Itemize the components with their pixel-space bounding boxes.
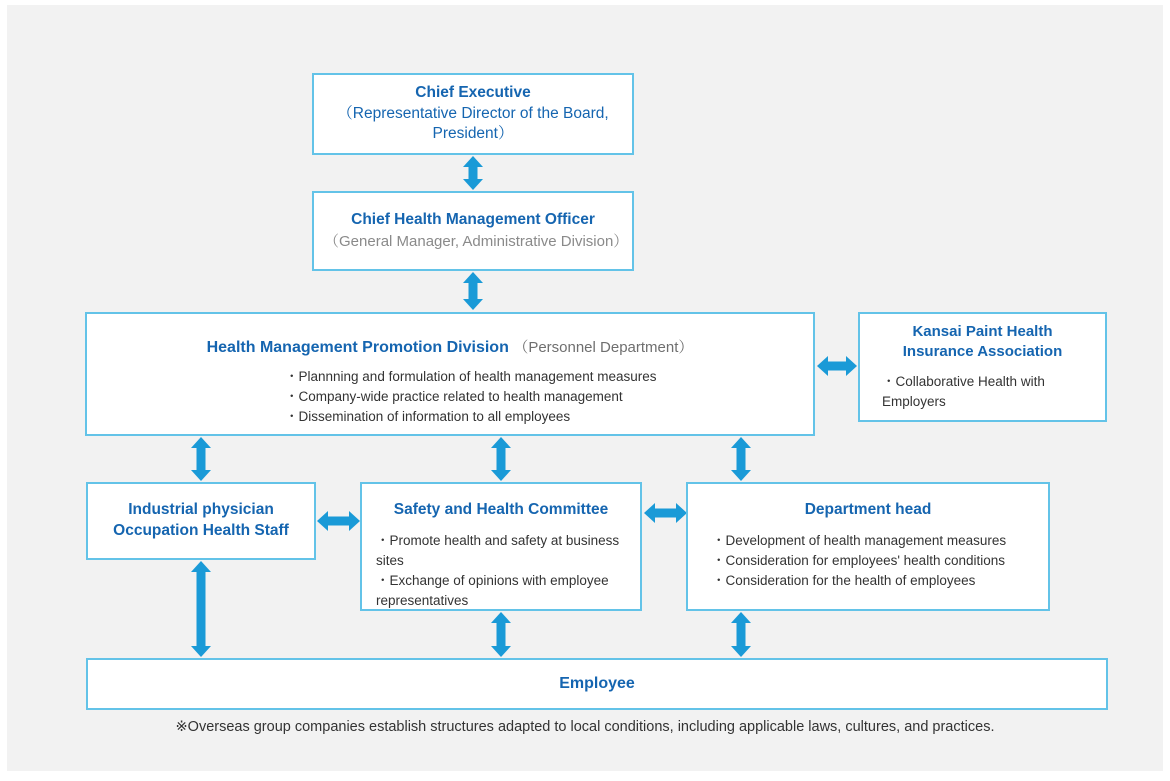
arrow-chief-executive-to-chief-health-officer	[462, 156, 484, 190]
arrow-head-right-icon	[349, 511, 360, 531]
arrow-promotion-division-to-insurance-association	[817, 355, 857, 377]
arrow-industrial-physician-to-employee	[190, 561, 212, 657]
insurance-association-title-line2: Insurance Association	[902, 343, 1063, 361]
arrow-head-down-icon	[463, 299, 483, 310]
node-chief-health-management-officer	[312, 191, 634, 271]
arrow-shaft	[327, 517, 350, 526]
arrow-head-down-icon	[491, 470, 511, 481]
arrow-shaft	[827, 362, 847, 371]
arrow-shaft	[197, 447, 206, 471]
arrow-head-right-icon	[846, 356, 857, 376]
arrow-promotion-division-to-industrial-physician	[190, 437, 212, 481]
arrow-shaft	[497, 622, 506, 647]
arrow-industrial-physician-to-safety-committee	[317, 510, 360, 532]
industrial-physician-title-line1: Industrial physician	[128, 501, 274, 519]
list-item: ・Promote health and safety at business sites	[376, 532, 620, 568]
list-item: ・Plannning and formulation of health management measures	[285, 369, 657, 384]
list-item: ・Consideration for employees' health conditions	[712, 552, 1005, 568]
arrow-promotion-division-to-department-head	[730, 437, 752, 481]
list-item: ・Consideration for the health of employees	[712, 572, 976, 588]
node-chief-executive	[312, 73, 634, 155]
arrow-head-down-icon	[491, 646, 511, 657]
promotion-division-title: Health Management Promotion Division	[206, 339, 509, 356]
list-item: ・Company-wide practice related to health management	[285, 388, 623, 404]
insurance-association-bullets	[874, 372, 1091, 412]
node-safety-and-health-committee	[360, 482, 642, 611]
chief-executive-title: Chief Executive	[415, 83, 531, 101]
safety-committee-bullets	[374, 531, 628, 611]
promotion-division-bullets	[103, 367, 797, 427]
node-health-management-promotion-division	[85, 312, 815, 436]
employee-title: Employee	[559, 675, 635, 693]
chief-health-officer-subtitle: （General Manager, Administrative Division）	[324, 232, 629, 250]
department-head-bullets	[704, 531, 1032, 591]
arrow-department-head-to-employee	[730, 612, 752, 657]
arrow-safety-committee-to-employee	[490, 612, 512, 657]
arrow-head-down-icon	[191, 646, 211, 657]
arrow-shaft	[469, 166, 478, 180]
list-item: ・Exchange of opinions with employee representatives	[376, 572, 609, 608]
insurance-association-title-line1: Kansai Paint Health	[912, 322, 1053, 340]
arrow-shaft	[469, 282, 478, 300]
node-kansai-paint-health-insurance-association	[858, 312, 1107, 422]
arrow-shaft	[737, 447, 746, 471]
node-industrial-physician	[86, 482, 316, 560]
safety-committee-title: Safety and Health Committee	[393, 501, 609, 518]
arrow-head-down-icon	[731, 646, 751, 657]
arrow-head-down-icon	[191, 470, 211, 481]
arrow-head-down-icon	[463, 179, 483, 190]
arrow-promotion-division-to-safety-committee	[490, 437, 512, 481]
org-chart-canvas	[7, 5, 1163, 771]
list-item: ・Development of health management measures	[712, 532, 1007, 548]
promotion-division-subtitle: （Personnel Department）	[513, 339, 694, 356]
list-item: ・Collaborative Health with Employers	[882, 374, 1045, 410]
node-department-head	[686, 482, 1050, 611]
chief-health-officer-title: Chief Health Management Officer	[351, 211, 595, 229]
list-item: ・Dissemination of information to all employees	[285, 408, 571, 424]
arrow-safety-committee-to-department-head	[644, 502, 687, 524]
arrow-shaft	[197, 571, 206, 647]
arrow-shaft	[654, 509, 677, 518]
arrow-head-down-icon	[731, 470, 751, 481]
industrial-physician-title-line2: Occupation Health Staff	[113, 522, 289, 539]
department-head-title: Department head	[804, 501, 932, 518]
arrow-shaft	[737, 622, 746, 647]
arrow-chief-health-officer-to-promotion-division	[462, 272, 484, 310]
arrow-shaft	[497, 447, 506, 471]
chief-executive-subtitle: （Representative Director of the Board, President）	[337, 104, 609, 143]
node-employee	[86, 658, 1108, 710]
footnote: ※Overseas group companies establish structures adapted to local conditions, including applicable laws, cultures, and practices.	[175, 719, 995, 735]
